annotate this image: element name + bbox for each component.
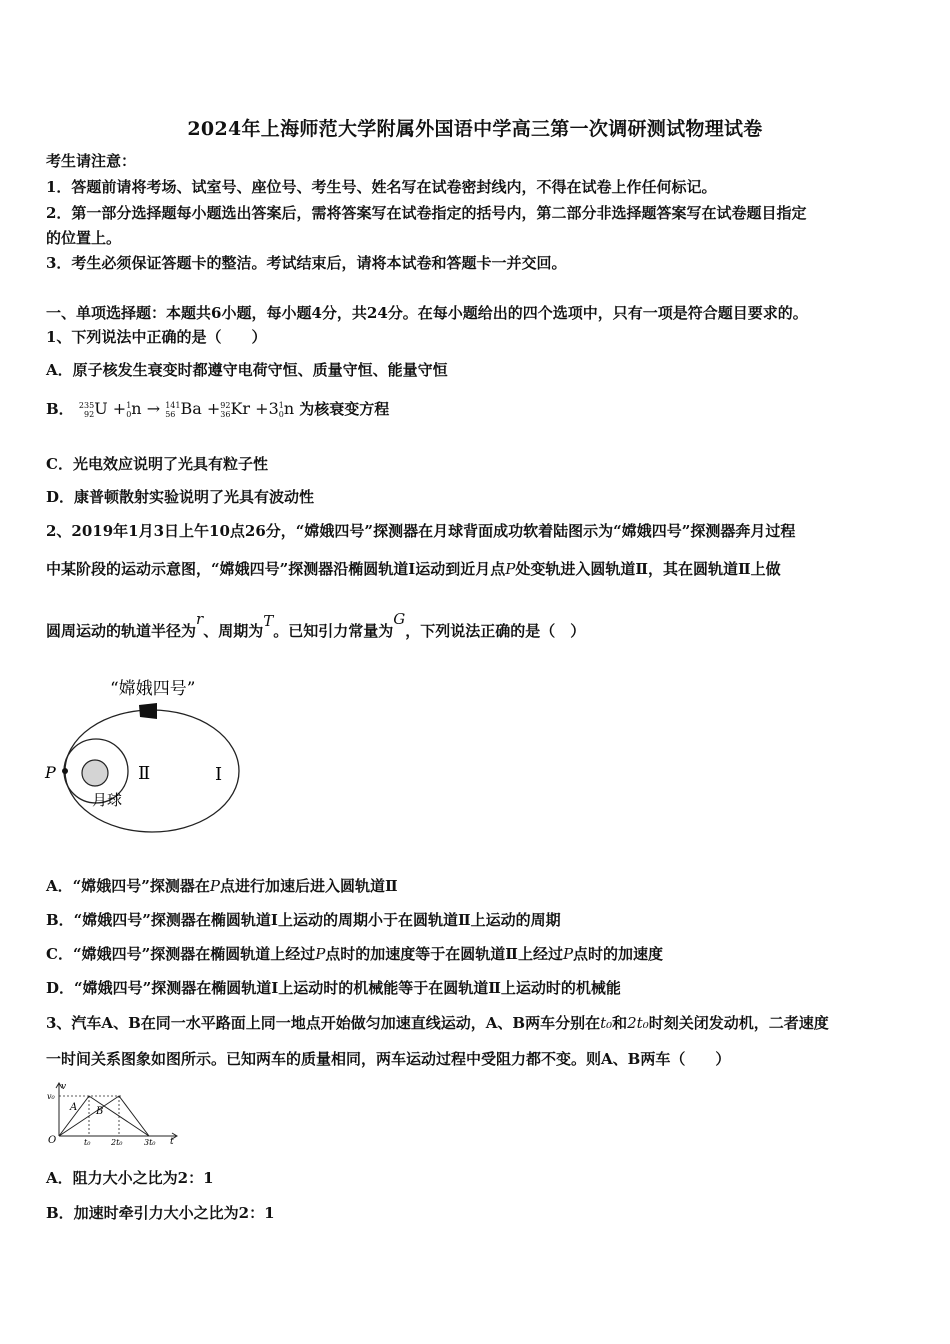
q1-option-a: A．原子核发生衰变时都遵守电荷守恒、质量守恒、能量守恒 [46,361,448,379]
q3-option-a: A．阻力大小之比为2：1 [46,1169,214,1187]
point-p-label: P [45,763,56,782]
velocity-time-graph [44,1080,184,1148]
q2-line-1: 2、2019年1月3日上午10点26分，“嫦娥四号”探测器在月球背面成功软着陆图示为“嫦娥四号”探测器奔月过程 [46,522,796,540]
q2-option-a: A．“嫦娥四号”探测器在P点进行加速后进入圆轨道Ⅱ [46,877,398,895]
q3-line-2: 一时间关系图象如图所示。已知两车的质量相同，两车运动过程中受阻力都不变。则A、B两车（ ） [46,1050,731,1068]
q2-line-2: 中某阶段的运动示意图，“嫦娥四号”探测器沿椭圆轨道Ⅰ运动到近月点P处变轨进入圆轨道Ⅱ，其在圆轨道Ⅱ上做 [46,560,781,578]
q1-option-c: C．光电效应说明了光具有粒子性 [46,455,268,473]
2t0-tick: 2t₀ [111,1138,123,1147]
notice-heading: 考生请注意： [46,152,137,170]
q3-option-b: B．加速时牵引力大小之比为2：1 [46,1204,275,1222]
point-p-dot [62,768,68,774]
v0-label: v₀ [47,1092,55,1101]
notice-item-1: 1．答题前请将考场、试室号、座位号、考生号、姓名写在试卷密封线内，不得在试卷上作任何标记。 [46,178,717,196]
exam-title: 2024年上海师范大学附属外国语中学高三第一次调研测试物理试卷 [187,118,763,140]
q1-option-b-label: B． [46,400,74,418]
moon [82,760,108,786]
line-a-label: A [70,1102,78,1113]
3t0-tick: 3t₀ [144,1138,156,1147]
notice-item-3: 3．考生必须保证答题卡的整洁。考试结束后，请将本试卷和答题卡一并交回。 [46,254,567,272]
q2-option-d: D．“嫦娥四号”探测器在椭圆轨道Ⅰ上运动时的机械能等于在圆轨道Ⅱ上运动时的机械能 [46,979,621,997]
v-axis-label: v [61,1082,67,1092]
moon-label: 月球 [92,791,123,809]
orbit-diagram [40,672,250,840]
q1-stem: 1、下列说法中正确的是（ ） [46,328,267,346]
probe-label: “嫦娥四号” [110,679,196,699]
probe-icon [139,703,157,719]
q2-option-b: B．“嫦娥四号”探测器在椭圆轨道Ⅰ上运动的周期小于在圆轨道Ⅱ上运动的周期 [46,911,561,929]
q1-option-b [46,396,389,422]
t-axis-label: t [170,1137,174,1147]
nuclear-equation: 235 92U +1 0n → 141 56 Ba +92 36Kr +31 0n [78,399,295,419]
t0-tick: t₀ [84,1138,91,1147]
q2-option-c: C．“嫦娥四号”探测器在椭圆轨道上经过P点时的加速度等于在圆轨道Ⅱ上经过P点时的加速度 [46,945,664,963]
notice-item-2: 2．第一部分选择题每小题选出答案后，需将答案写在试卷指定的括号内，第二部分非选择题答案写在试卷题目指定 [46,204,807,222]
q1-option-b-tail: 为核衰变方程 [299,400,390,418]
notice-item-2-cont: 的位置上。 [46,229,122,247]
q3-line-1: 3、汽车A、B在同一水平路面上同一地点开始做匀加速直线运动，A、B两车分别在t₀和2t₀时刻关闭发动机，二者速度 [46,1014,829,1032]
line-b-label: B [96,1106,104,1117]
q2-line-3: 圆周运动的轨道半径为r、周期为T。已知引力常量为G，下列说法正确的是（ ） [46,610,586,640]
orbit-1-label: Ⅰ [215,764,223,785]
origin-label: O [48,1135,57,1146]
orbit-2-label: Ⅱ [138,763,151,784]
q1-option-d: D．康普顿散射实验说明了光具有波动性 [46,488,315,506]
section-heading: 一、单项选择题：本题共6小题，每小题4分，共24分。在每小题给出的四个选项中，只有一项是符合题目要求的。 [46,304,808,322]
